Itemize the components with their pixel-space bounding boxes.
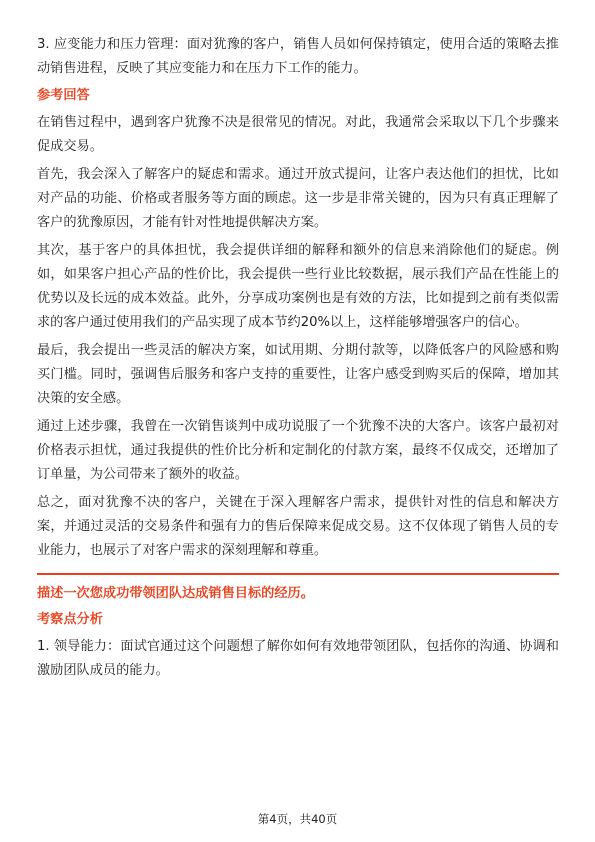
answer-paragraph-3: 其次，基于客户的具体担忧，我会提供详细的解释和额外的信息来消除他们的疑虑。例如，如果客户担心产品的性价比，我会提供一些行业比较数据，展示我们产品在性能上的优势以及长远的成本效益。此外，分享成功案例也是有效的方法，比如提到之前有类似需求的客户通过使用我们的产品实现了成本节约20%以上，这样能够增强客户的信心。 [37, 243, 559, 330]
answer-paragraph-6: 总之，面对犹豫不决的客户，关键在于深入理解客户需求，提供针对性的信息和解决方案，并通过灵活的交易条件和强有力的售后保障来促成交易。这不仅体现了销售人员的专业能力，也展示了对客户需求的深刻理解和尊重。 [37, 495, 559, 558]
analysis-label: 考察点分析 [37, 612, 103, 627]
answer-paragraph-2: 首先，我会深入了解客户的疑虑和需求。通过开放式提问，让客户表达他们的担忧，比如对产品的功能、价格或者服务等方面的顾虑。这一步是非常关键的，因为只有真正理解了客户的犹豫原因，才能有针对性地提供解决方案。 [37, 167, 559, 230]
analysis-point-1: 1. 领导能力：面试官通过这个问题想了解你如何有效地带领团队，包括你的沟通、协调和激励团队成员的能力。 [37, 639, 559, 678]
page-content [37, 33, 559, 687]
answer-paragraph-5: 通过上述步骤，我曾在一次销售谈判中成功说服了一个犹豫不决的大客户。该客户最初对价格表示担忧，通过我提供的性价比分析和定制化的付款方案，最终不仅成交，还增加了订单量，为公司带来了额外的收益。 [37, 419, 559, 482]
question-3-text: 3. 应变能力和压力管理：面对犹豫的客户，销售人员如何保持镇定，使用合适的策略去推动销售进程，反映了其应变能力和在压力下工作的能力。 [37, 37, 559, 76]
page-footer: 第4页，共40页 [257, 812, 338, 826]
answer-paragraph-1: 在销售过程中，遇到客户犹豫不决是很常见的情况。对此，我通常会采取以下几个步骤来促成交易。 [37, 115, 559, 154]
next-question-title: 描述一次您成功带领团队达成销售目标的经历。 [37, 586, 314, 601]
reference-answer-label: 参考回答 [37, 88, 90, 103]
answer-paragraph-4: 最后，我会提出一些灵活的解决方案，如试用期、分期付款等，以降低客户的风险感和购买门槛。同时，强调售后服务和客户支持的重要性，让客户感受到购买后的保障，增加其决策的安全感。 [37, 343, 559, 406]
section-divider [37, 573, 559, 575]
